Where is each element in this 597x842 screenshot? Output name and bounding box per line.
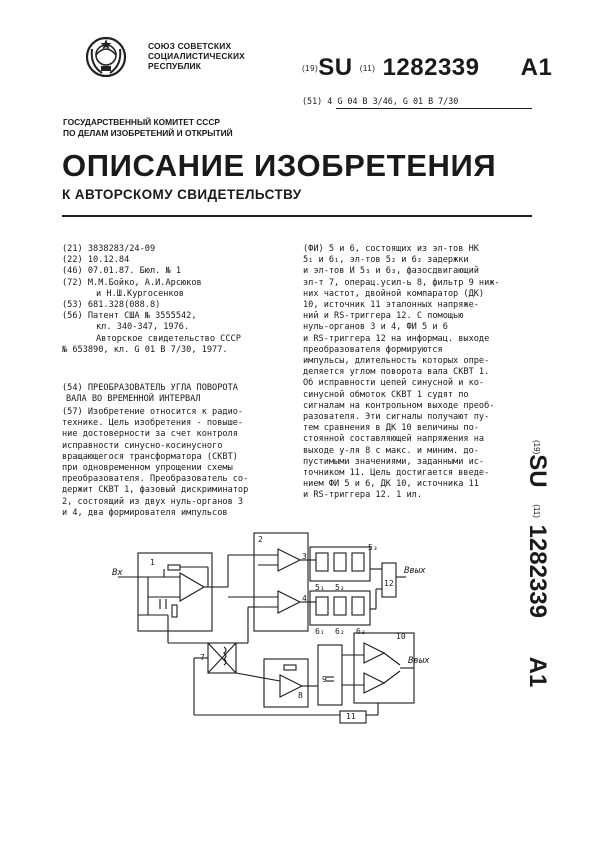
committee-line: ГОСУДАРСТВЕННЫЙ КОМИТЕТ СССР [63, 117, 220, 127]
abstract-line: сигналам на контрольном выходе преоб- [303, 400, 495, 411]
abstract-line: стоянной составляющей напряжения на [303, 434, 485, 445]
abstract-line: нуль-органов 3 и 4, ФИ 5 и 6 [303, 322, 448, 333]
zero-detector-4 [278, 591, 300, 613]
abstract-line: выходе у-ля 8 с макс. и миним. до- [303, 445, 479, 456]
biblio-line: № 653890, кл. G 01 B 7/30, 1977. [62, 344, 228, 355]
diagram-label-5-1: 5₁ [315, 583, 325, 592]
diagram-label-11: 11 [346, 712, 356, 721]
abstract-line: и RS-триггера 12 на информац. выходе [303, 333, 490, 344]
abstract-line: разователя. Эти сигналы получают пу- [303, 412, 490, 423]
abstract-line: точником 11. Цель достигается введе- [303, 468, 490, 479]
abstract-line: и 4, два формирователя импульсов [62, 507, 228, 518]
abstract-right-column [303, 244, 500, 502]
org-line: РЕСПУБЛИК [148, 61, 202, 71]
abstract-line: технике. Цель изобретения - повыше- [62, 418, 244, 429]
biblio-line: и Н.Ш.Кургосенков [96, 288, 184, 299]
patent-number: 1282339 [382, 54, 480, 81]
abstract-line: синусной обмоток СКВТ 1 судят по [303, 389, 469, 400]
abstract-line: держит СКВТ 1, фазовый дискриминатор [62, 485, 249, 496]
diagram-label-9: 9 [322, 675, 327, 684]
committee-line: ПО ДЕЛАМ ИЗОБРЕТЕНИЙ И ОТКРЫТИЙ [63, 128, 233, 138]
invention-title-line: (54) ПРЕОБРАЗОВАТЕЛЬ УГЛА ПОВОРОТА [62, 383, 238, 393]
biblio-line: кл. 340-347, 1976. [96, 322, 190, 333]
diagram-label-12: 12 [384, 579, 394, 588]
org-line: СОЮЗ СОВЕТСКИХ [148, 41, 232, 51]
committee [63, 117, 233, 139]
diagram-label-3: 3 [302, 552, 307, 561]
zero-detector-3 [278, 549, 300, 571]
pulse-shaper-6 [310, 591, 370, 625]
circuit-diagram [108, 525, 430, 725]
abstract-line: нием ФИ 5 и 6, ДК 10, источника 11 [303, 479, 479, 490]
ipc-code: (51) 4 [302, 96, 333, 106]
abstract-line: импульсы, длительность которых опре- [303, 356, 490, 367]
bibliographic-data [62, 244, 241, 356]
biblio-line: (53) 681.328(088.8) [62, 300, 161, 311]
ipc-underline [336, 108, 532, 109]
diagram-label-2: 2 [258, 535, 263, 544]
org-line: СОЦИАЛИСТИЧЕСКИХ [148, 51, 245, 61]
diagram-label-5-3: 5₃ [368, 543, 378, 552]
abstract-line: 2, состоящий из двух нуль-органов 3 [62, 496, 244, 507]
side-patent-number: 1282339 [524, 524, 551, 618]
diagram-input-label: Bx [112, 568, 123, 578]
abstract-line: 5₁ и 6₁, эл-тов 5₂ и 6₂ задержки [303, 255, 469, 266]
country-code: SU [318, 54, 353, 81]
abstract-line: деляется углом поворота вала СКВТ 1. [303, 367, 490, 378]
opamp-7 [180, 573, 204, 601]
biblio-line: (21) 3838283/24-09 [62, 244, 156, 254]
side-code-19: (19) [531, 440, 541, 455]
abstract-line: преобразователя формируются [303, 344, 443, 355]
biblio-line: Авторское свидетельство СССР [96, 333, 241, 344]
invention-title [62, 383, 238, 405]
abstract-line: эл-т 7, операц.усил-ь 8, фильтр 9 ниж- [303, 277, 500, 288]
abstract-line: и эл-тов И 5₃ и 6₃, фазосдвигающий [303, 266, 479, 277]
side-code-11: (11) [531, 504, 541, 518]
publication-number [302, 54, 552, 82]
abstract-line: тем сравнения в ДК 10 величины по- [303, 423, 479, 434]
biblio-line: (46) 07.01.87. Бюл. № 1 [62, 266, 181, 277]
abstract-line: пустимыми значениями, заданными ис- [303, 456, 485, 467]
diagram-label-8: 8 [298, 691, 303, 700]
invention-title-line: ВАЛА ВО ВРЕМЕННОЙ ИНТЕРВАЛ [66, 394, 201, 405]
side-publication-stamp [505, 440, 551, 688]
biblio-line: (56) Патент США № 3555542, [62, 311, 197, 322]
pulse-shaper-5 [310, 547, 370, 581]
abstract-line: и RS-триггера 12. 1 ил. [303, 490, 422, 501]
abstract-line: ние достоверности за счет контроля [62, 429, 238, 440]
side-country-code: SU [524, 454, 551, 488]
abstract-line: (57) Изобретение относится к радио- [62, 407, 244, 417]
code-19: (19) [302, 64, 319, 74]
ipc-value: G 04 B 3/46, G 01 B 7/30 [337, 96, 459, 106]
organization [148, 41, 245, 71]
diagram-label-6-1: 6₁ [315, 627, 325, 636]
ipc-classification [302, 96, 458, 107]
abstract-line: них частот, двойной компаратор (ДК) [303, 288, 485, 299]
page-subtitle: К АВТОРСКОМУ СВИДЕТЕЛЬСТВУ [62, 187, 302, 202]
abstract-line: исправности синусно-косинусного [62, 440, 223, 451]
title-rule [62, 215, 532, 217]
abstract-line: (ФИ) 5 и 6, состоящих из эл-тов НК [303, 244, 479, 254]
side-kind-code: A1 [524, 656, 551, 688]
diagram-label-4: 4 [302, 594, 307, 603]
biblio-line: (72) М.М.Бойко, А.И.Арсюков [62, 277, 202, 288]
abstract-line: при одновременном упрощении схемы [62, 463, 233, 474]
diagram-label-6-3: 6₃ [356, 627, 366, 636]
diagram-label-10: 10 [396, 632, 406, 641]
abstract-line: ний и RS-триггера 12. С помощью [303, 311, 464, 322]
page-title: ОПИСАНИЕ ИЗОБРЕТЕНИЯ [62, 148, 497, 183]
diagram-label-6-2: 6₂ [335, 627, 345, 636]
block-2-frame [254, 533, 308, 631]
ussr-emblem-icon [84, 35, 128, 79]
diagram-output-main-label: Bвых [404, 566, 426, 576]
kind-code: A1 [520, 54, 553, 81]
diagram-label-1: 1 [150, 558, 155, 567]
diagram-label-7: 7 [200, 653, 205, 662]
code-11: (11) [359, 64, 376, 74]
abstract-line: Об исправности цепей синусной и ко- [303, 378, 485, 389]
diagram-label-5-2: 5₂ [335, 583, 345, 592]
diagram-output-control-label: Bвых [408, 656, 430, 666]
abstract-line: 10, источник 11 эталонных напряже- [303, 300, 479, 311]
abstract-line: преобразователя. Преобразователь со- [62, 474, 249, 485]
abstract-line: вращающегося трансформатора (СКВТ) [62, 451, 238, 462]
abstract-left-column [62, 407, 248, 519]
biblio-line: (22) 10.12.84 [62, 255, 130, 266]
